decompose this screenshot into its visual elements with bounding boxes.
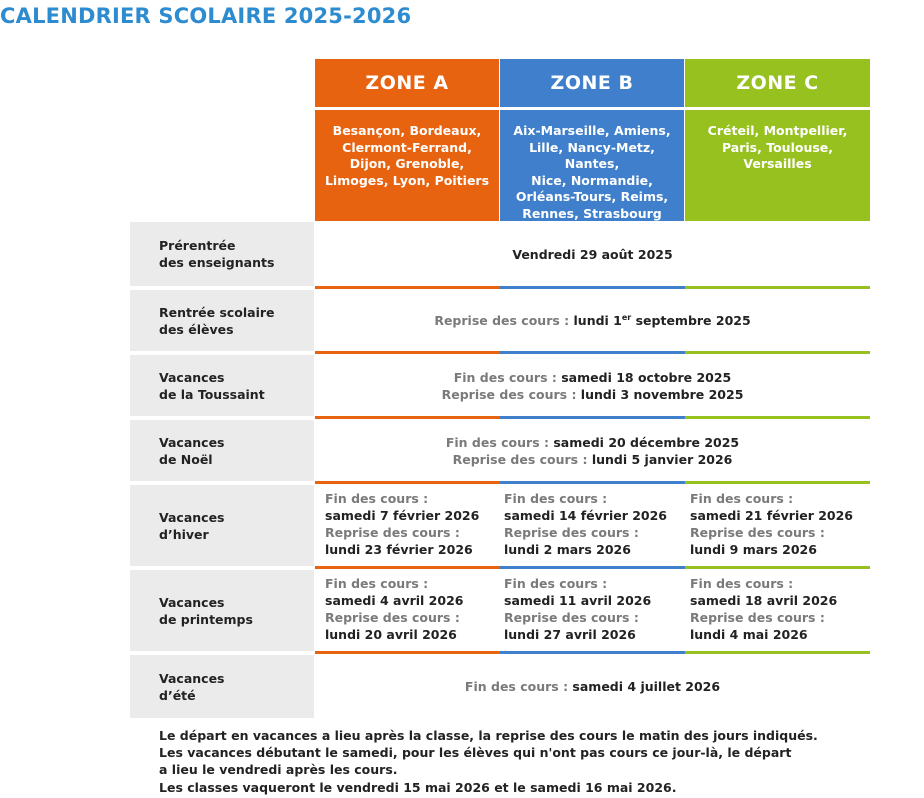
row-label-line: des élèves — [159, 321, 234, 337]
reprise-key: Reprise des cours : — [325, 610, 460, 625]
fin-key: Fin des cours : — [504, 491, 608, 506]
row-label-line: de Noël — [159, 451, 213, 467]
fin-key: Fin des cours : — [453, 369, 557, 385]
row-label-line: Rentrée scolaire — [159, 304, 275, 320]
city-line: Paris, Toulouse, — [721, 139, 834, 155]
divider-zone-a — [315, 286, 500, 289]
fin-key: Fin des cours : — [690, 491, 794, 506]
divider-zone-b — [500, 481, 685, 484]
row-label-line: Prérentrée — [159, 238, 236, 253]
row-label-prerentree — [130, 222, 314, 286]
divider-zone-c — [685, 351, 870, 354]
zone-b-cities — [500, 110, 684, 221]
row-label-line: de la Toussaint — [159, 386, 265, 402]
city-line: Aix-Marseille, Amiens, — [513, 123, 671, 138]
divider-zone-c — [685, 651, 870, 654]
row-prerentree-content — [315, 222, 870, 286]
row-label-line: d’été — [159, 687, 196, 703]
reprise-date: lundi 4 mai 2026 — [690, 627, 808, 642]
city-line: Dijon, Grenoble, — [349, 156, 465, 172]
row-rentree-content — [315, 290, 870, 351]
reprise-key: Reprise des cours : — [325, 525, 460, 540]
divider-zone-a — [315, 651, 500, 654]
ordinal-sup: er — [621, 313, 632, 322]
note-line: Le départ en vacances a lieu après la classe, la reprise des cours le matin des jours indiqués. — [159, 728, 818, 743]
row-label-toussaint — [130, 355, 314, 416]
city-line: Versailles — [743, 156, 812, 172]
footnotes — [159, 727, 818, 796]
row-label-hiver — [130, 485, 314, 566]
reprise-date: lundi 3 novembre 2025 — [576, 386, 744, 402]
row-label-line: des enseignants — [159, 255, 275, 270]
row-label-line: Vacances — [159, 594, 225, 610]
row-toussaint-content — [315, 355, 870, 416]
reprise-date: lundi 2 mars 2026 — [504, 542, 631, 557]
note-line: Les classes vaqueront le vendredi 15 mai 2026 et le samedi 16 mai 2026. — [159, 779, 677, 795]
city-line: Lille, Nancy-Metz, Nantes, — [529, 139, 655, 172]
row-label-printemps — [130, 570, 314, 651]
reprise-date: lundi 9 mars 2026 — [690, 542, 817, 557]
divider-zone-c — [685, 566, 870, 569]
row-label-line: Vacances — [159, 670, 225, 686]
printemps-zone-b — [504, 575, 684, 643]
note-line: Les vacances débutant le samedi, pour les élèves qui n'ont pas cours ce jour-là, le départ — [159, 745, 792, 761]
page-title: CALENDRIER SCOLAIRE 2025-2026 — [0, 4, 412, 28]
row-label-rentree — [130, 290, 314, 351]
zone-a-header: ZONE A — [315, 59, 499, 107]
reprise-key: Reprise des cours : — [690, 525, 825, 540]
reprise-date: lundi 5 janvier 2026 — [587, 451, 733, 467]
city-line: Limoges, Lyon, Poitiers — [324, 172, 490, 188]
hiver-zone-b — [504, 490, 684, 558]
divider-zone-a — [315, 481, 500, 484]
zone-c-cities — [685, 110, 870, 221]
divider-zone-c — [685, 416, 870, 419]
divider-zone-b — [500, 351, 685, 354]
printemps-zone-c — [690, 575, 870, 643]
printemps-zone-a — [325, 575, 505, 643]
note-line: a lieu le vendredi après les cours. — [159, 762, 398, 778]
hiver-zone-c — [690, 490, 870, 558]
fin-key: Fin des cours : — [690, 576, 794, 591]
row-label-ete — [130, 655, 314, 718]
fin-key: Fin des cours : — [504, 576, 608, 591]
fin-date: samedi 20 décembre 2025 — [549, 434, 740, 450]
reprise-key: Reprise des cours : — [441, 386, 577, 402]
city-line: Créteil, Montpellier, — [707, 123, 848, 138]
divider-zone-b — [500, 416, 685, 419]
fin-date: samedi 11 avril 2026 — [504, 593, 652, 608]
row-ete-content — [315, 655, 870, 718]
divider-zone-b — [500, 286, 685, 289]
reprise-key: Reprise des cours : — [434, 313, 570, 328]
reprise-key: Reprise des cours : — [504, 610, 639, 625]
divider-zone-b — [500, 651, 685, 654]
fin-key: Fin des cours : — [325, 491, 429, 506]
rentree-date: lundi 1 — [569, 313, 622, 328]
fin-date: samedi 18 octobre 2025 — [556, 369, 732, 385]
fin-date: samedi 4 avril 2026 — [325, 593, 464, 608]
row-noel-content — [315, 420, 870, 481]
fin-date: samedi 7 février 2026 — [325, 508, 480, 523]
city-line: Besançon, Bordeaux, — [332, 123, 482, 138]
divider-zone-c — [685, 286, 870, 289]
prerentree-date: Vendredi 29 août 2025 — [512, 246, 673, 262]
reprise-date: lundi 23 février 2026 — [325, 542, 473, 557]
row-label-line: Vacances — [159, 509, 225, 525]
fin-key: Fin des cours : — [464, 679, 569, 694]
city-line: Clermont-Ferrand, — [342, 139, 472, 155]
reprise-key: Reprise des cours : — [690, 610, 825, 625]
city-line: Nice, Normandie, — [531, 172, 653, 188]
row-label-line: Vacances — [159, 434, 225, 450]
zone-b-header: ZONE B — [500, 59, 684, 107]
fin-key: Fin des cours : — [325, 576, 429, 591]
divider-zone-a — [315, 566, 500, 569]
row-label-line: de printemps — [159, 611, 253, 627]
row-label-noel — [130, 420, 314, 481]
fin-date: samedi 14 février 2026 — [504, 508, 668, 523]
row-label-line: Vacances — [159, 369, 225, 385]
divider-zone-a — [315, 351, 500, 354]
hiver-zone-a — [325, 490, 505, 558]
reprise-date: lundi 27 avril 2026 — [504, 627, 636, 642]
fin-date: samedi 18 avril 2026 — [690, 593, 838, 608]
zone-a-cities — [315, 110, 499, 221]
reprise-date: lundi 20 avril 2026 — [325, 627, 457, 642]
fin-key: Fin des cours : — [445, 434, 549, 450]
city-line: Orléans-Tours, Reims, — [515, 189, 669, 205]
rentree-date-rest: septembre 2025 — [631, 313, 751, 328]
row-label-line: d’hiver — [159, 526, 209, 542]
fin-date: samedi 4 juillet 2026 — [568, 679, 721, 694]
divider-zone-b — [500, 566, 685, 569]
divider-zone-c — [685, 481, 870, 484]
zone-c-header: ZONE C — [685, 59, 870, 107]
city-line: Rennes, Strasbourg — [522, 205, 662, 221]
divider-zone-a — [315, 416, 500, 419]
fin-date: samedi 21 février 2026 — [690, 508, 854, 523]
reprise-key: Reprise des cours : — [504, 525, 639, 540]
reprise-key: Reprise des cours : — [452, 451, 588, 467]
